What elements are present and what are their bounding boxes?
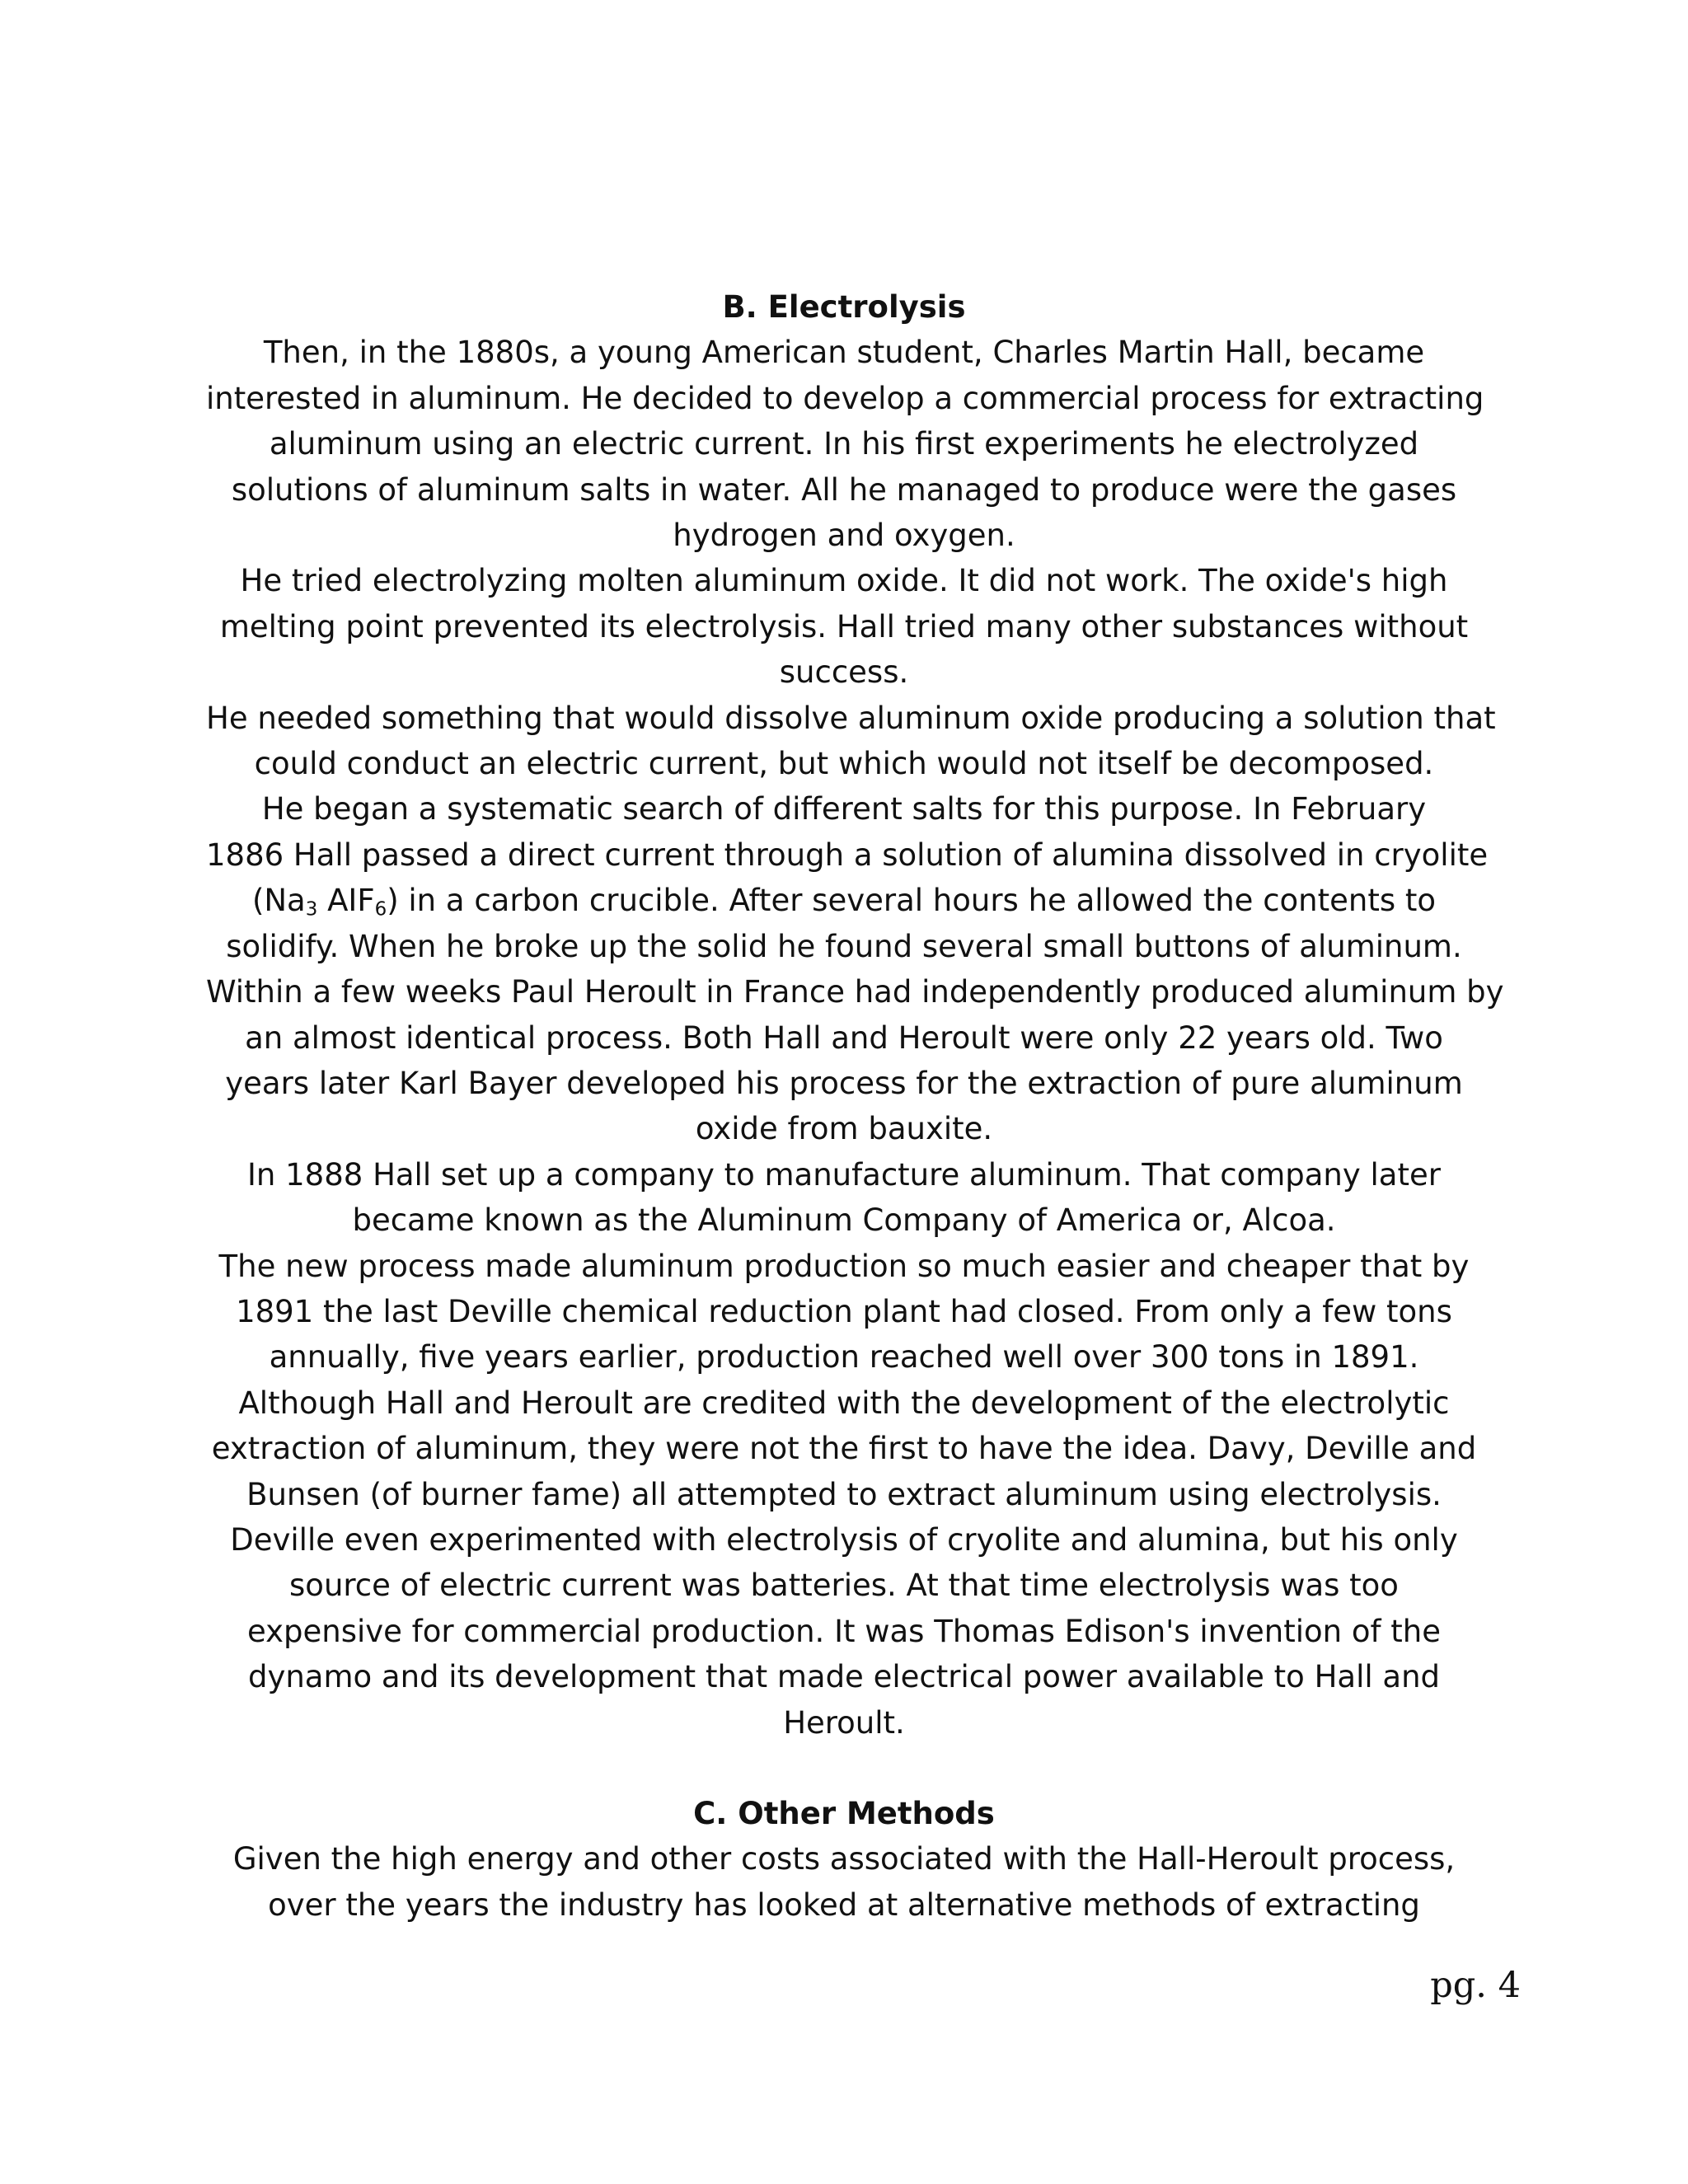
text-line: extraction of aluminum, they were not the first to have the idea. Davy, Deville and <box>211 1431 1477 1467</box>
text-line: Within a few weeks Paul Heroult in France had independently produced aluminum by <box>206 974 1504 1010</box>
text-line: aluminum using an electric current. In his first experiments he electrolyzed <box>269 426 1419 462</box>
section-heading-other-methods: C. Other Methods <box>693 1796 995 1831</box>
electrolysis-body <box>206 330 1504 1746</box>
text-line: Bunsen (of burner fame) all attempted to extract aluminum using electrolysis. <box>246 1476 1442 1512</box>
text-line: could conduct an electric current, but which would not itself be decomposed. <box>254 746 1434 782</box>
formula-subscript-3: 3 <box>305 899 318 921</box>
section-heading-electrolysis: B. Electrolysis <box>722 289 966 325</box>
text-line: He tried electrolyzing molten aluminum oxide. It did not work. The oxide's high <box>240 563 1448 599</box>
formula-rest: ) in a carbon crucible. After several hours he allowed the contents to <box>387 883 1437 919</box>
text-line: 1891 the last Deville chemical reduction plant had closed. From only a few tons <box>236 1293 1452 1329</box>
text-line: interested in aluminum. He decided to develop a commercial process for extracting <box>206 380 1484 416</box>
formula-mid: AIF <box>317 883 375 919</box>
text-line: years later Karl Bayer developed his process for the extraction of pure aluminum <box>225 1065 1463 1101</box>
text-line: oxide from bauxite. <box>695 1111 993 1147</box>
other-methods-body <box>206 1836 1482 1928</box>
text-line: became known as the Aluminum Company of America or, Alcoa. <box>352 1202 1336 1239</box>
text-line: Given the high energy and other costs associated with the Hall-Heroult process, <box>232 1841 1456 1877</box>
text-line: Deville even experimented with electrolysis of cryolite and alumina, but his only <box>230 1521 1458 1558</box>
text-line: Heroult. <box>783 1704 905 1741</box>
text-line: melting point prevented its electrolysis. Hall tried many other substances without <box>219 608 1469 644</box>
page-content <box>206 284 1504 1928</box>
text-line: solutions of aluminum salts in water. All he managed to produce were the gases <box>231 471 1457 508</box>
text-line: The new process made aluminum production so much easier and cheaper that by <box>218 1248 1470 1284</box>
text-line: 1886 Hall passed a direct current through a solution of alumina dissolved in cryolite <box>206 837 1489 873</box>
text-line: success. <box>779 654 909 691</box>
text-line: He began a systematic search of different salts for this purpose. In February <box>261 791 1427 827</box>
text-line: expensive for commercial production. It was Thomas Edison's invention of the <box>246 1613 1442 1649</box>
text-line: solidify. When he broke up the solid he found several small buttons of aluminum. <box>226 928 1462 964</box>
text-line: Although Hall and Heroult are credited with the development of the electrolytic <box>238 1385 1450 1421</box>
text-line: an almost identical process. Both Hall and Heroult were only 22 years old. Two <box>245 1019 1443 1056</box>
formula-subscript-6: 6 <box>374 899 387 921</box>
text-line: annually, five years earlier, production reached well over 300 tons in 1891. <box>269 1339 1419 1376</box>
text-line: hydrogen and oxygen. <box>673 518 1015 554</box>
text-line: In 1888 Hall set up a company to manufacture aluminum. That company later <box>247 1156 1441 1193</box>
text-line: over the years the industry has looked at alternative methods of extracting <box>268 1886 1420 1923</box>
formula-open: (Na <box>251 883 306 919</box>
section-spacer <box>206 1746 1482 1791</box>
text-line: dynamo and its development that made electrical power available to Hall and <box>247 1659 1441 1695</box>
page-number: pg. 4 <box>1430 1965 1521 2006</box>
formula-line <box>206 878 1482 923</box>
text-line: source of electric current was batteries. At that time electrolysis was too <box>289 1568 1399 1604</box>
text-line: He needed something that would dissolve aluminum oxide producing a solution that <box>206 700 1496 736</box>
text-line: Then, in the 1880s, a young American student, Charles Martin Hall, became <box>263 335 1425 371</box>
